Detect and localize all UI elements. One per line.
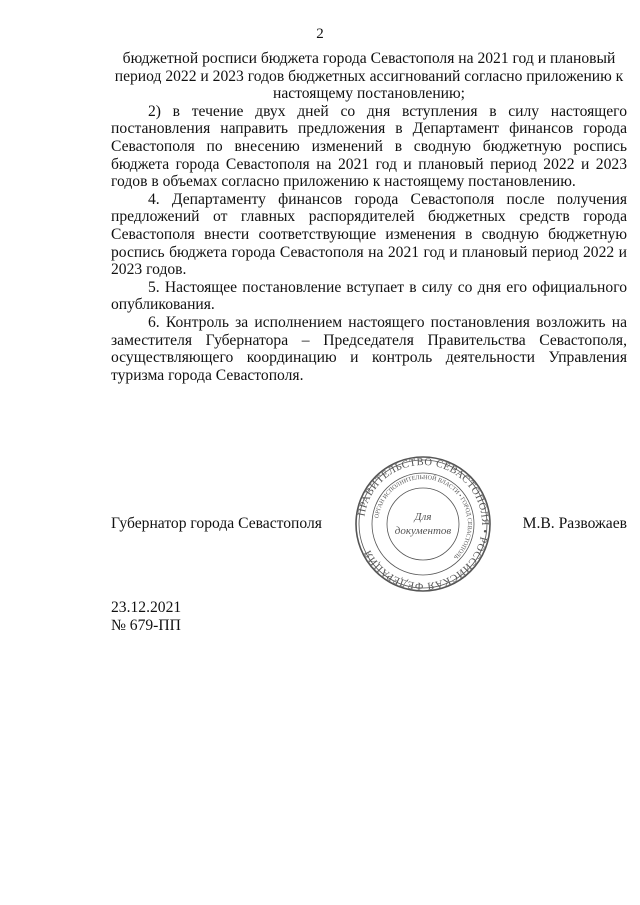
paragraph-item-2: 2) в течение двух дней со дня вступления в силу настоящего постановления направить предложения в Департамент финансов города Севастополя по внесению изменений в сводную бюджетную роспись бюджета города Севастополя на 2021 год и плановый период 2022 и 2023 годов в объемах согласно приложению к настоящему постановлению. bbox=[111, 102, 627, 191]
paragraph-item-6: 6. Контроль за исполнением настоящего постановления возложить на заместителя Губернатора – Председателя Правительства Севастополя, осуществляющего координацию и контроль деятельности Управления туризма города Севастополя. bbox=[111, 313, 627, 384]
paragraph-continuation: бюджетной росписи бюджета города Севастополя на 2021 год и плановый период 2022 и 2023 годов бюджетных ассигнований согласно приложению к настоящему постановлению; bbox=[114, 50, 624, 103]
document-number: № 679-ПП bbox=[111, 617, 181, 634]
document-meta bbox=[111, 599, 181, 635]
signatory-title: Губернатор города Севастополя bbox=[111, 515, 322, 532]
seal-center-line1: Для bbox=[414, 511, 432, 523]
paragraph-item-4: 4. Департаменту финансов города Севастополя после получения предложений от главных распорядителей бюджетных средств города Севастополя внести соответствующие изменения в сводную бюджетную роспись бюджета города Севастополя на 2021 год и плановый период 2022 и 2023 годов. bbox=[111, 190, 627, 279]
seal-center-line2: документов bbox=[394, 525, 452, 537]
seal-inner-text: ОРГАН ИСПОЛНИТЕЛЬНОЙ ВЛАСТИ • ГОРОД СЕВАСТОПОЛЬ bbox=[374, 474, 473, 560]
seal-outer-text: ПРАВИТЕЛЬСТВО СЕВАСТОПОЛЯ • РОССИЙСКАЯ ФЕДЕРАЦИЯ bbox=[356, 456, 491, 592]
signatory-name: М.В. Развожаев bbox=[522, 515, 627, 532]
document-body bbox=[111, 50, 627, 384]
document-date: 23.12.2021 bbox=[111, 599, 182, 616]
paragraph-item-5: 5. Настоящее постановление вступает в силу со дня его официального опубликования. bbox=[111, 278, 627, 314]
page-number: 2 bbox=[316, 26, 324, 42]
official-seal-stamp bbox=[346, 456, 500, 592]
